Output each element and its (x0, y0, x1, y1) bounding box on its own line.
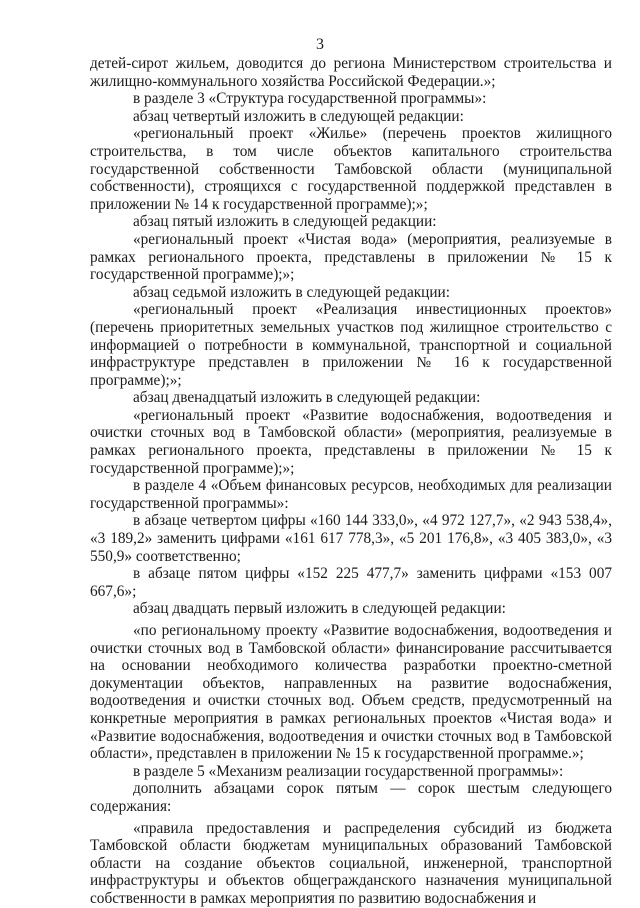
paragraph-4: «региональный проект «Жилье» (перечень проектов жилищного строительства, в том числе объектов капитального строительства государственной собственности Тамбовской области (муниципальной собственности), строящихся с государственной поддержкой представлен в приложении № 14 к государственной программе);»; (90, 125, 612, 213)
paragraph-8: «региональный проект «Реализация инвестиционных проектов» (перечень приоритетных земельных участков под жилищное строительство с информацией о потребности в коммунальной, транспортной и социальной инфраструктуре представлен в приложении № 16 к государственной программе);»; (90, 301, 612, 389)
paragraph-11: в разделе 4 «Объем финансовых ресурсов, необходимых для реализации государственной программы»: (90, 477, 612, 512)
paragraph-1: детей-сирот жильем, доводится до региона Министерством строительства и жилищно-коммунального хозяйства Российской Федерации.»; (90, 55, 612, 90)
paragraph-17: дополнить абзацами сорок пятым — сорок шестым следующего содержания: (90, 780, 612, 815)
document-body (90, 55, 612, 908)
page-number: 3 (316, 36, 324, 53)
paragraph-15: «по региональному проекту «Развитие водоснабжения, водоотведения и очистки сточных вод в Тамбовской области» финансирование рассчитывается на основании необходимого количества разработки проектно-сметной документации объектов, направленных на развитие водоснабжения, водоотведения и очистки сточных вод. Объем средств, предусмотренный на конкретные мероприятия в рамках региональных проектов «Чистая вода» и «Развитие водоснабжения, водоотведения и очистки сточных вод в Тамбовской области», представлен в приложении № 15 к государственной программе.»; (90, 622, 612, 763)
paragraph-12: в абзаце четвертом цифры «160 144 333,0», «4 972 127,7», «2 943 538,4», «3 189,2» заменить цифрами «161 617 778,3», «5 201 176,8», «3 405 383,0», «3 550,9» соответственно; (90, 512, 612, 565)
paragraph-13: в абзаце пятом цифры «152 225 477,7» заменить цифрами «153 007 667,6»; (90, 565, 612, 600)
paragraph-18: «правила предоставления и распределения субсидий из бюджета Тамбовской области бюджетам муниципальных образований Тамбовской области на создание объектов социальной, инженерной, транспортной инфраструктуры и объектов общегражданского назначения муниципальной собственности в рамках мероприятия по развитию водоснабжения и (90, 819, 612, 907)
paragraph-14: абзац двадцать первый изложить в следующей редакции: (133, 600, 506, 618)
paragraph-7: абзац седьмой изложить в следующей редакции: (133, 283, 450, 301)
paragraph-9: абзац двенадцатый изложить в следующей редакции: (133, 389, 481, 407)
paragraph-2: в разделе 3 «Структура государственной программы»: (133, 90, 487, 108)
paragraph-6: «региональный проект «Чистая вода» (мероприятия, реализуемые в рамках регионального проекта, представлены в приложении № 15 к государственной программе);»; (90, 230, 612, 284)
paragraph-10: «региональный проект «Развитие водоснабжения, водоотведения и очистки сточных вод в Тамбовской области» (мероприятия, реализуемые в рамках регионального проекта, представлены в приложении № 15 к государственной программе);»; (90, 406, 612, 477)
paragraph-16: в разделе 5 «Механизм реализации государственной программы»: (133, 762, 564, 780)
paragraph-5: абзац пятый изложить в следующей редакции: (133, 213, 437, 231)
paragraph-3: абзац четвертый изложить в следующей редакции: (133, 107, 464, 125)
